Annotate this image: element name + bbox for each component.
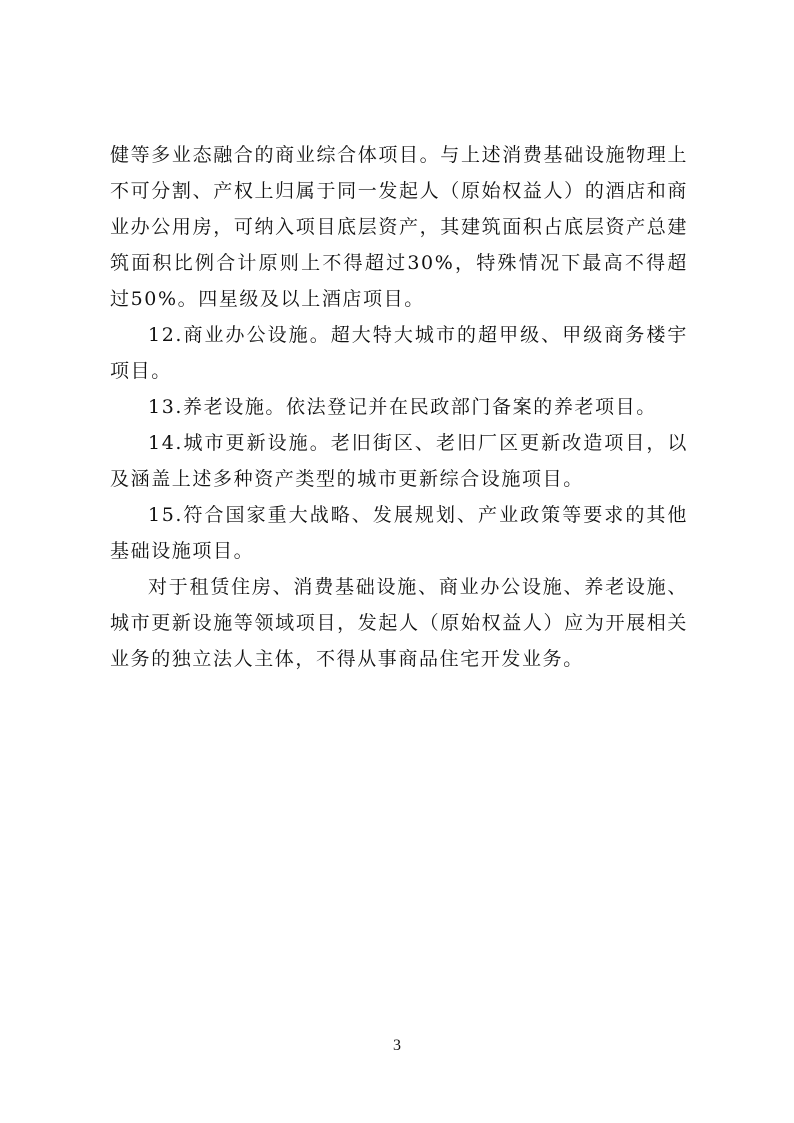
document-body: [110, 137, 688, 677]
paragraph-item-14: 14.城市更新设施。老旧街区、老旧厂区更新改造项目，以及涵盖上述多种资产类型的城市更新综合设施项目。: [110, 432, 688, 490]
paragraph-item-15: 15.符合国家重大战略、发展规划、产业政策等要求的其他基础设施项目。: [110, 504, 688, 562]
paragraph-item-13: 13.养老设施。依法登记并在民政部门备案的养老项目。: [148, 396, 657, 418]
paragraph-item-12: 12.商业办公设施。超大特大城市的超甲级、甲级商务楼宇项目。: [110, 324, 688, 382]
paragraph-continuation: 健等多业态融合的商业综合体项目。与上述消费基础设施物理上不可分割、产权上归属于同一发起人（原始权益人）的酒店和商业办公用房，可纳入项目底层资产，其建筑面积占底层资产总建筑面积比例合计原则上不得超过30%，特殊情况下最高不得超过50%。四星级及以上酒店项目。: [110, 144, 688, 310]
paragraph-closing: 对于租赁住房、消费基础设施、商业办公设施、养老设施、城市更新设施等领域项目，发起人（原始权益人）应为开展相关业务的独立法人主体，不得从事商品住宅开发业务。: [110, 576, 688, 670]
page-number: 3: [393, 1037, 401, 1054]
